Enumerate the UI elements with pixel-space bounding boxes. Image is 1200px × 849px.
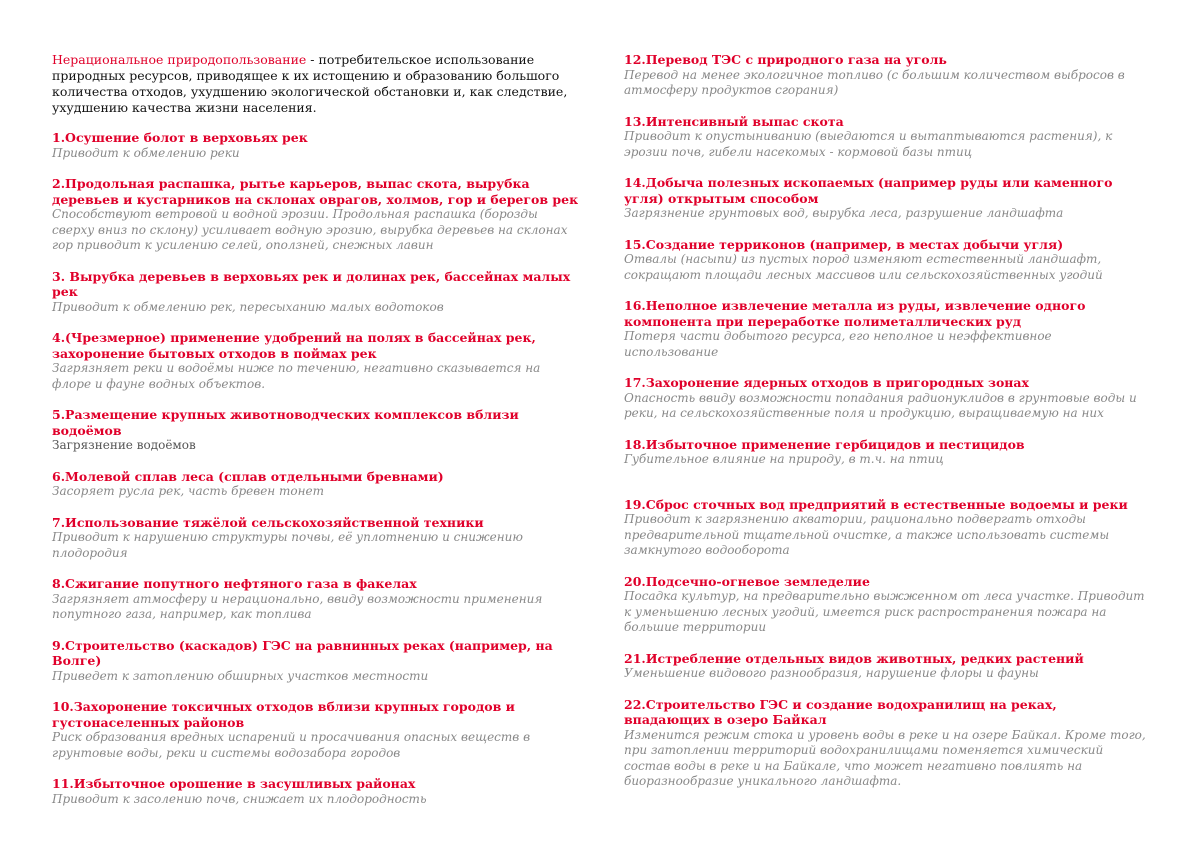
item-desc: Опасность ввиду возможности попадания радионуклидов в грунтовые воды и реки, на сельскохозяйственные поля и продукцию, выращиваемую на них <box>624 390 1137 420</box>
list-item <box>52 776 580 807</box>
item-desc: Загрязнение водоёмов <box>52 438 196 452</box>
list-item <box>52 515 580 562</box>
list-item <box>52 269 580 316</box>
item-title: 4.(Чрезмерное) применение удобрений на полях в бассейнах рек, захоронение бытовых отходов в поймах рек <box>52 330 536 361</box>
item-desc: Загрязняет атмосферу и нерационально, ввиду возможности применения попутного газа, например, как топлива <box>52 591 543 621</box>
item-desc: Риск образования вредных испарений и просачивания опасных веществ в грунтовые воды, реки и системы водозабора городов <box>52 730 531 760</box>
list-item <box>52 407 580 454</box>
item-desc: Приведет к затоплению обширных участков местности <box>52 668 429 683</box>
item-title: 7.Использование тяжёлой сельскохозяйственной техники <box>52 514 484 530</box>
list-item <box>52 469 580 500</box>
list-item <box>624 651 1146 682</box>
list-item <box>624 375 1146 422</box>
item-desc: Приводит к нарушению структуры почвы, её уплотнению и снижению плодородия <box>52 530 523 560</box>
right-column <box>624 52 1146 805</box>
list-item <box>624 298 1146 360</box>
item-desc: Посадка культур, на предварительно выжженном от леса участке. Приводит к уменьшению лесных угодий, имеется риск распространения пожара на большие территории <box>624 589 1145 634</box>
list-item <box>624 114 1146 161</box>
item-title: 19.Сброс сточных вод предприятий в естественные водоемы и реки <box>624 496 1128 512</box>
item-desc: Приводит к обмелению реки <box>52 145 240 160</box>
list-item <box>624 52 1146 99</box>
item-desc: Загрязняет реки и водоёмы ниже по течению, негативно сказывается на флоре и фауне водных объектов. <box>52 361 541 391</box>
item-desc: Способствуют ветровой и водной эрозии. Продольная распашка (борозды сверху вниз по склону) усиливает водную эрозию, вырубка деревьев на склонах гор приводит к усилению селей, оползней, снежных лавин <box>52 207 568 252</box>
item-title: 14.Добыча полезных ископаемых (например руды или каменного угля) открытым способом <box>624 175 1113 206</box>
list-item <box>624 497 1146 559</box>
item-title: 1.Осушение болот в верховьях рек <box>52 130 308 145</box>
list-item <box>52 130 580 161</box>
item-desc: Перевод на менее экологичное топливо (с большим количеством выбросов в атмосферу продуктов сгорания) <box>624 67 1125 97</box>
item-desc: Уменьшение видового разнообразия, нарушение флоры и фауны <box>624 666 1039 680</box>
list-item <box>624 697 1146 790</box>
item-title: 16.Неполное извлечение металла из руды, извлечение одного компонента при переработке полиметаллических руд <box>624 298 1086 329</box>
list-item <box>52 176 580 254</box>
item-desc: Засоряет русла рек, часть бревен тонет <box>52 484 325 498</box>
item-title: 3. Вырубка деревьев в верховьях рек и долинах рек, бассейнах малых рек <box>52 268 571 299</box>
item-title: 8.Сжигание попутного нефтяного газа в факелах <box>52 576 417 591</box>
item-title: 12.Перевод ТЭС с природного газа на уголь <box>624 52 947 67</box>
list-item <box>624 175 1146 222</box>
item-title: 9.Строительство (каскадов) ГЭС на равнинных реках (например, на Волге) <box>52 637 553 668</box>
left-column <box>52 52 580 822</box>
intro-paragraph <box>52 52 580 116</box>
item-desc: Приводит к загрязнению акватории, рационально подвергать отходы предварительной тщательной очистке, а также использовать системы замкнутого водооборота <box>624 512 1110 557</box>
item-desc: Приводит к опустыниванию (выедаются и вытаптываются растения), к эрозии почв, гибели насекомых - кормовой базы птиц <box>624 129 1113 159</box>
item-desc: Потеря части добытого ресурса, его неполное и неэффективное использование <box>624 329 1052 359</box>
list-item <box>52 330 580 392</box>
item-title: 17.Захоронение ядерных отходов в пригородных зонах <box>624 375 1029 390</box>
item-title: 6.Молевой сплав леса (сплав отдельными бревнами) <box>52 468 444 484</box>
item-desc: Губительное влияние на природу, в т.ч. на птиц <box>624 452 944 466</box>
item-title: 5.Размещение крупных животноводческих комплексов вблизи водоёмов <box>52 407 519 438</box>
item-desc: Загрязнение грунтовых вод, вырубка леса, разрушение ландшафта <box>624 206 1064 220</box>
item-title: 2.Продольная распашка, рытье карьеров, выпас скота, вырубка деревьев и кустарников на склонах оврагов, холмов, гор и берегов рек <box>52 176 579 207</box>
list-item <box>624 237 1146 284</box>
item-title: 21.Истребление отдельных видов животных, редких растений <box>624 650 1084 666</box>
list-item <box>624 574 1146 636</box>
item-title: 11.Избыточное орошение в засушливых районах <box>52 776 416 791</box>
item-title: 10.Захоронение токсичных отходов вблизи крупных городов и густонаселенных районов <box>52 699 515 730</box>
intro-term: Нерациональное природопользование <box>52 52 307 67</box>
list-item <box>624 437 1146 468</box>
item-title: 15.Создание терриконов (например, в местах добычи угля) <box>624 236 1064 252</box>
item-desc: Изменится режим стока и уровень воды в реке и на озере Байкал. Кроме того, при затоплении территорий водохранилищами поменяется химический состав воды в реке и на Байкале, что может негативно повлиять на биоразнообразие уникального ландшафта. <box>624 727 1146 788</box>
item-title: 13.Интенсивный выпас скота <box>624 113 844 129</box>
intro-text: - потребительское использование природных ресурсов, приводящее к их истощению и образованию большого количества отходов, ухудшению экологической обстановки и, как следствие, ухудшению качества жизни населения. <box>52 52 568 115</box>
list-item <box>52 576 580 623</box>
item-title: 20.Подсечно-огневое земледелие <box>624 573 870 589</box>
item-title: 22.Строительство ГЭС и создание водохранилищ на реках, впадающих в озеро Байкал <box>624 696 1057 727</box>
item-desc: Приводит к засолению почв, снижает их плодородность <box>52 791 427 806</box>
item-desc: Отвалы (насыпи) из пустых пород изменяют естественный ландшафт, сокращают площади лесных массивов или сельскохозяйственных угодий <box>624 252 1103 282</box>
item-title: 18.Избыточное применение гербицидов и пестицидов <box>624 436 1025 452</box>
item-desc: Приводит к обмелению рек, пересыханию малых водотоков <box>52 299 444 314</box>
list-item <box>52 638 580 685</box>
list-item <box>52 699 580 761</box>
